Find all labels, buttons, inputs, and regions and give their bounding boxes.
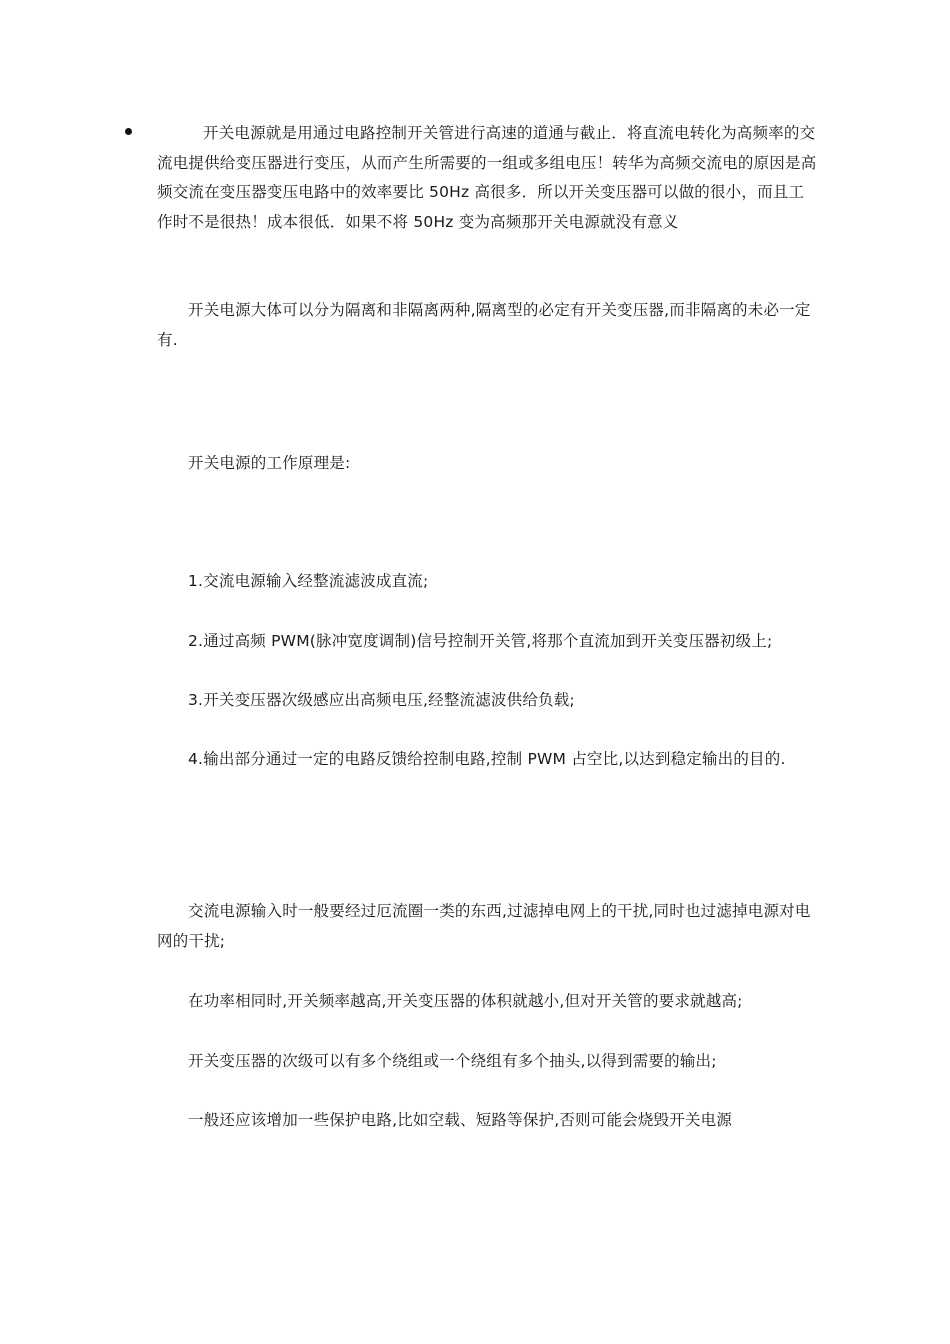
principle-heading: 开关电源的工作原理是: xyxy=(188,454,351,472)
step-1: 1.交流电源输入经整流滤波成直流; xyxy=(188,572,429,590)
intro-paragraph: 开关电源就是用通过电路控制开关管进行高速的道通与截止．将直流电转化为高频率的交流电提供给变压器进行变压，从而产生所需要的一组或多组电压！转华为高频交流电的原因是高频交流在变压器变压电路中的效率要比 50Hz 高很多．所以开关变压器可以做的很小，而且工作时不是很热！成本很低．如果不将 50Hz 变为高频那开关电源就没有意义 xyxy=(157,124,817,231)
bullet-dot xyxy=(125,128,132,135)
note-3: 开关变压器的次级可以有多个绕组或一个绕组有多个抽头,以得到需要的输出; xyxy=(188,1052,717,1070)
types-paragraph: 开关电源大体可以分为隔离和非隔离两种,隔离型的必定有开关变压器,而非隔离的未必一定有. xyxy=(157,301,811,349)
note-2: 在功率相同时,开关频率越高,开关变压器的体积就越小,但对开关管的要求就越高; xyxy=(188,992,743,1010)
note-1: 交流电源输入时一般要经过厄流圈一类的东西,过滤掉电网上的干扰,同时也过滤掉电源对电网的干扰; xyxy=(157,902,811,950)
step-2: 2.通过高频 PWM(脉冲宽度调制)信号控制开关管,将那个直流加到开关变压器初级上; xyxy=(188,632,773,650)
step-3: 3.开关变压器次级感应出高频电压,经整流滤波供给负载; xyxy=(188,691,575,709)
note-4: 一般还应该增加一些保护电路,比如空载、短路等保护,否则可能会烧毁开关电源 xyxy=(188,1111,733,1129)
step-4: 4.输出部分通过一定的电路反馈给控制电路,控制 PWM 占空比,以达到稳定输出的目的. xyxy=(188,750,786,768)
